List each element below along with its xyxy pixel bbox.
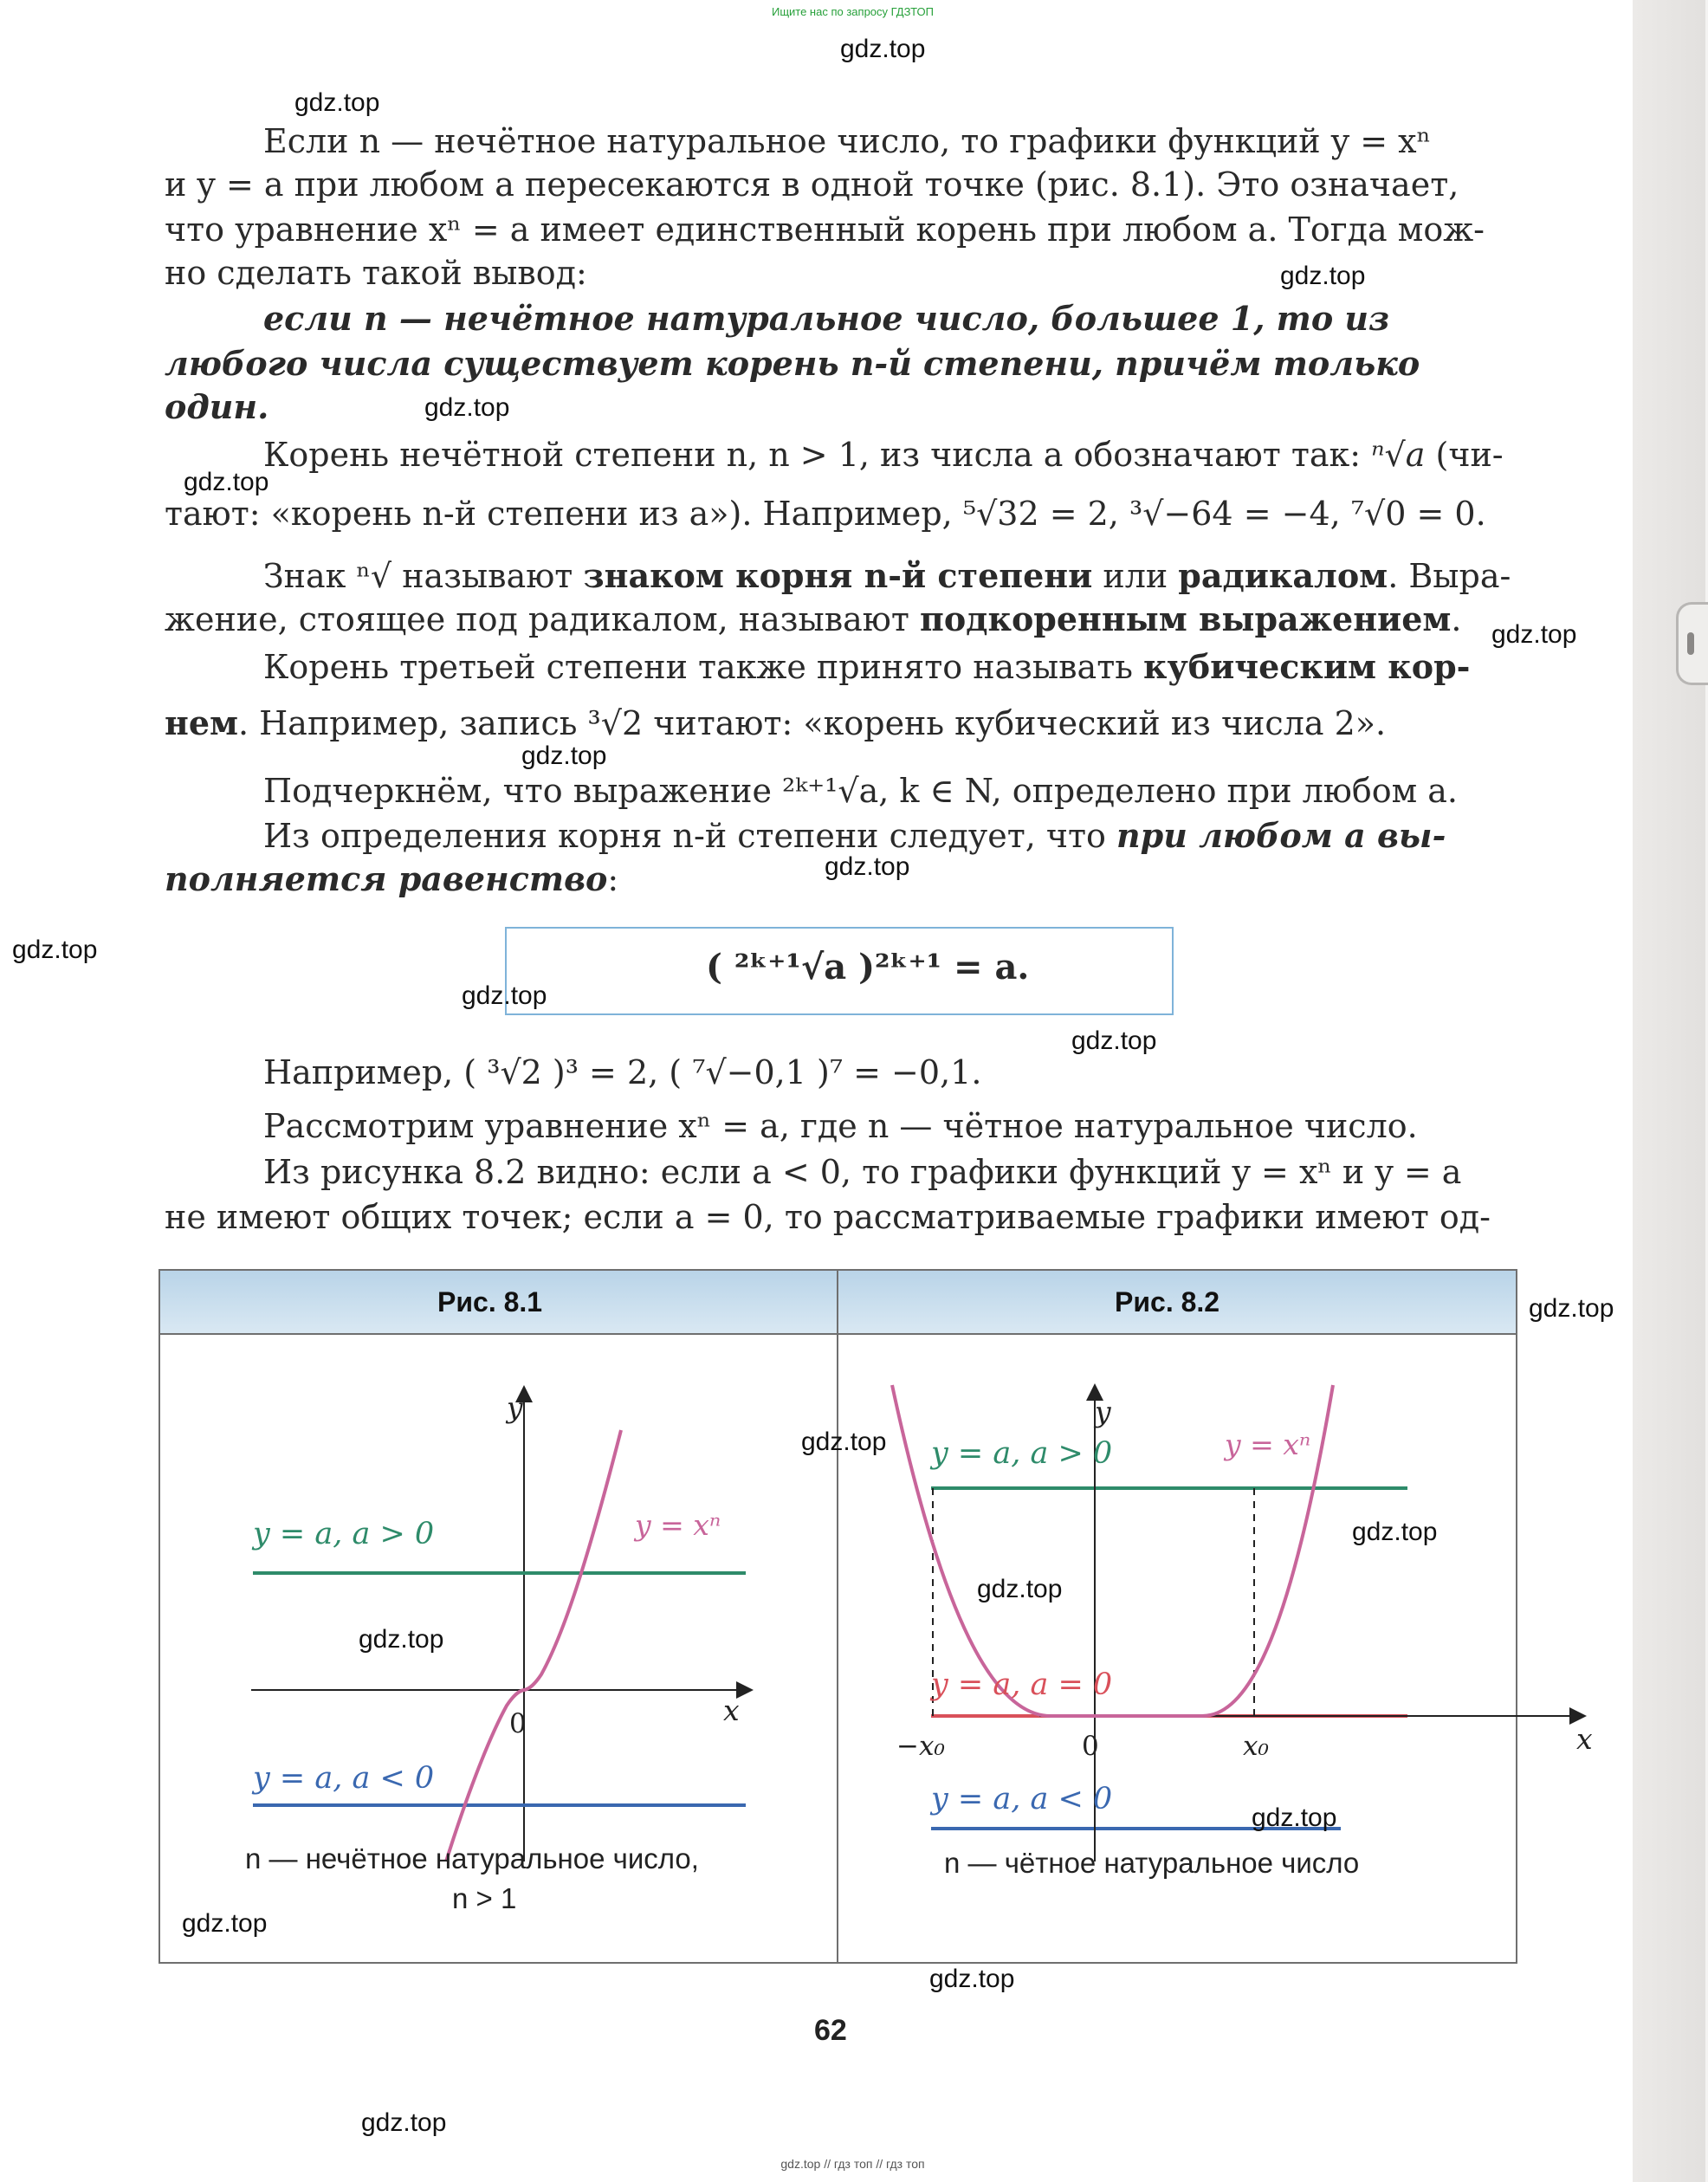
figure-title: Рис. 8.1: [437, 1286, 543, 1318]
watermark: gdz.top: [1491, 620, 1577, 649]
text-line: Рассмотрим уравнение xⁿ = a, где n — чётное натуральное число.: [263, 1107, 1418, 1145]
text-span: жение, стоящее под радикалом, называют: [165, 600, 909, 638]
text-span: Из определения корня n-й степени следует, что: [263, 817, 1106, 855]
y-axis-label: y: [507, 1390, 523, 1424]
key-formula: ( ²ᵏ⁺¹√a )²ᵏ⁺¹ = a.: [706, 947, 1030, 987]
rule-end: один: [165, 387, 258, 426]
watermark: gdz.top: [424, 393, 510, 422]
rule-line: любого числа существует корень n-й степени, причём только: [165, 344, 1420, 383]
figure-8-2-graph: [838, 1333, 1593, 1887]
text-line: Подчеркнём, что выражение ²ᵏ⁺¹√a, k ∈ N, определено при любом a.: [263, 772, 1458, 810]
text-span: .: [1451, 600, 1462, 638]
line-pos-label: y = a, a > 0: [931, 1436, 1113, 1471]
figure-8-1-graph: [160, 1333, 837, 1887]
text-line: [165, 702, 1386, 745]
text-line: Если n — нечётное натуральное число, то графики функций y = xⁿ: [263, 122, 1432, 160]
rule-line: один.: [165, 387, 269, 426]
line-neg-label: y = a, a < 0: [253, 1761, 435, 1796]
emphasis: полняется равенство: [165, 859, 608, 898]
example-line: Например, ( ³√2 )³ = 2, ( ⁷√−0,1 )⁷ = −0,1.: [263, 1053, 982, 1091]
figure-caption: n > 1: [452, 1882, 517, 1914]
text-span: (чи-: [1435, 436, 1504, 474]
watermark: gdz.top: [294, 88, 380, 117]
x-axis-label: x: [1576, 1722, 1593, 1756]
watermark: gdz.top: [801, 1428, 887, 1456]
emphasis: при любом a вы-: [1116, 816, 1446, 855]
text-span: . Выра-: [1388, 557, 1511, 595]
text-line: [165, 598, 1462, 641]
line-neg-label: y = a, a < 0: [931, 1782, 1113, 1816]
pos-x0-label: x₀: [1243, 1731, 1269, 1762]
watermark: gdz.top: [1252, 1803, 1337, 1832]
watermark: gdz.top: [825, 852, 910, 881]
text-line: тают: «корень n-й степени из a»). Например, ⁵√32 = 2, ³√−64 = −4, ⁷√0 = 0.: [165, 495, 1486, 533]
text-line: что уравнение xⁿ = a имеет единственный корень при любом a. Тогда мож-: [165, 210, 1485, 249]
watermark: gdz.top: [12, 936, 98, 964]
page-number: 62: [814, 2014, 847, 2047]
root-notation: ⁿ√a: [1371, 436, 1426, 474]
text-span: :: [607, 860, 619, 898]
curve-label: y = xⁿ: [635, 1508, 721, 1542]
watermark: gdz.top: [1352, 1518, 1438, 1546]
watermark: gdz.top: [182, 1909, 268, 1938]
watermark: gdz.top: [361, 2108, 447, 2137]
line-pos-label: y = a, a > 0: [253, 1517, 435, 1551]
text-span: Корень нечётной степени n, n > 1, из числа a обозначают так:: [263, 436, 1362, 474]
term: знаком корня n-й степени: [583, 556, 1093, 595]
term: кубическим кор-: [1143, 647, 1471, 686]
curve-odd-power: [446, 1430, 621, 1861]
text-line: [263, 554, 1511, 598]
figure-caption: n — нечётное натуральное число,: [245, 1842, 699, 1874]
y-axis-label: y: [1095, 1395, 1111, 1428]
origin-label: 0: [509, 1708, 527, 1739]
watermark: gdz.top: [359, 1625, 444, 1654]
text-line: не имеют общих точек; если a = 0, то рассматриваемые графики имеют од-: [165, 1198, 1491, 1236]
figure-title: Рис. 8.2: [1115, 1286, 1220, 1318]
page-tab-marker: [1676, 602, 1708, 685]
watermark: gdz.top: [1280, 262, 1366, 290]
text-line: [263, 433, 1504, 476]
figure-caption: n — чётное натуральное число: [944, 1847, 1360, 1879]
term: подкоренным выражением: [920, 599, 1452, 638]
text-line: Из рисунка 8.2 видно: если a < 0, то графики функций y = xⁿ и y = a: [263, 1153, 1462, 1191]
text-span: Знак ⁿ√ называют: [263, 557, 573, 595]
origin-label: 0: [1082, 1731, 1099, 1762]
term: радикалом: [1178, 556, 1388, 595]
line-zero-label: y = a, a = 0: [931, 1667, 1113, 1702]
term: нем: [165, 703, 238, 742]
text-span: . Например, запись ³√2 читают: «корень кубический из числа 2».: [238, 704, 1387, 742]
rule-line: если n — нечётное натуральное число, большее 1, то из: [263, 299, 1390, 338]
curve-label: y = xⁿ: [1225, 1428, 1311, 1461]
text-span: или: [1103, 557, 1168, 595]
text-line: но сделать такой вывод:: [165, 254, 587, 292]
watermark: gdz.top: [840, 35, 926, 63]
watermark: gdz.top: [184, 468, 269, 496]
text-span: Корень третьей степени также принято называть: [263, 648, 1133, 686]
text-line: и y = a при любом a пересекаются в одной точке (рис. 8.1). Это означает,: [165, 165, 1459, 204]
page-edge: [1633, 0, 1705, 2182]
text-line: [263, 814, 1446, 858]
text-line: [165, 858, 618, 901]
watermark: gdz.top: [521, 741, 607, 770]
watermark: gdz.top: [977, 1575, 1063, 1603]
watermark: gdz.top: [462, 981, 547, 1010]
x-axis-label: x: [723, 1693, 740, 1727]
header-banner: Ищите нас по запросу ГДЗТОП: [771, 5, 934, 18]
footer-banner: gdz.top // гдз топ // гдз топ: [780, 2157, 925, 2171]
text-line: [263, 645, 1470, 689]
watermark: gdz.top: [1071, 1026, 1157, 1055]
watermark: gdz.top: [929, 1965, 1015, 1993]
neg-x0-label: −x₀: [896, 1731, 945, 1762]
watermark: gdz.top: [1529, 1294, 1614, 1323]
